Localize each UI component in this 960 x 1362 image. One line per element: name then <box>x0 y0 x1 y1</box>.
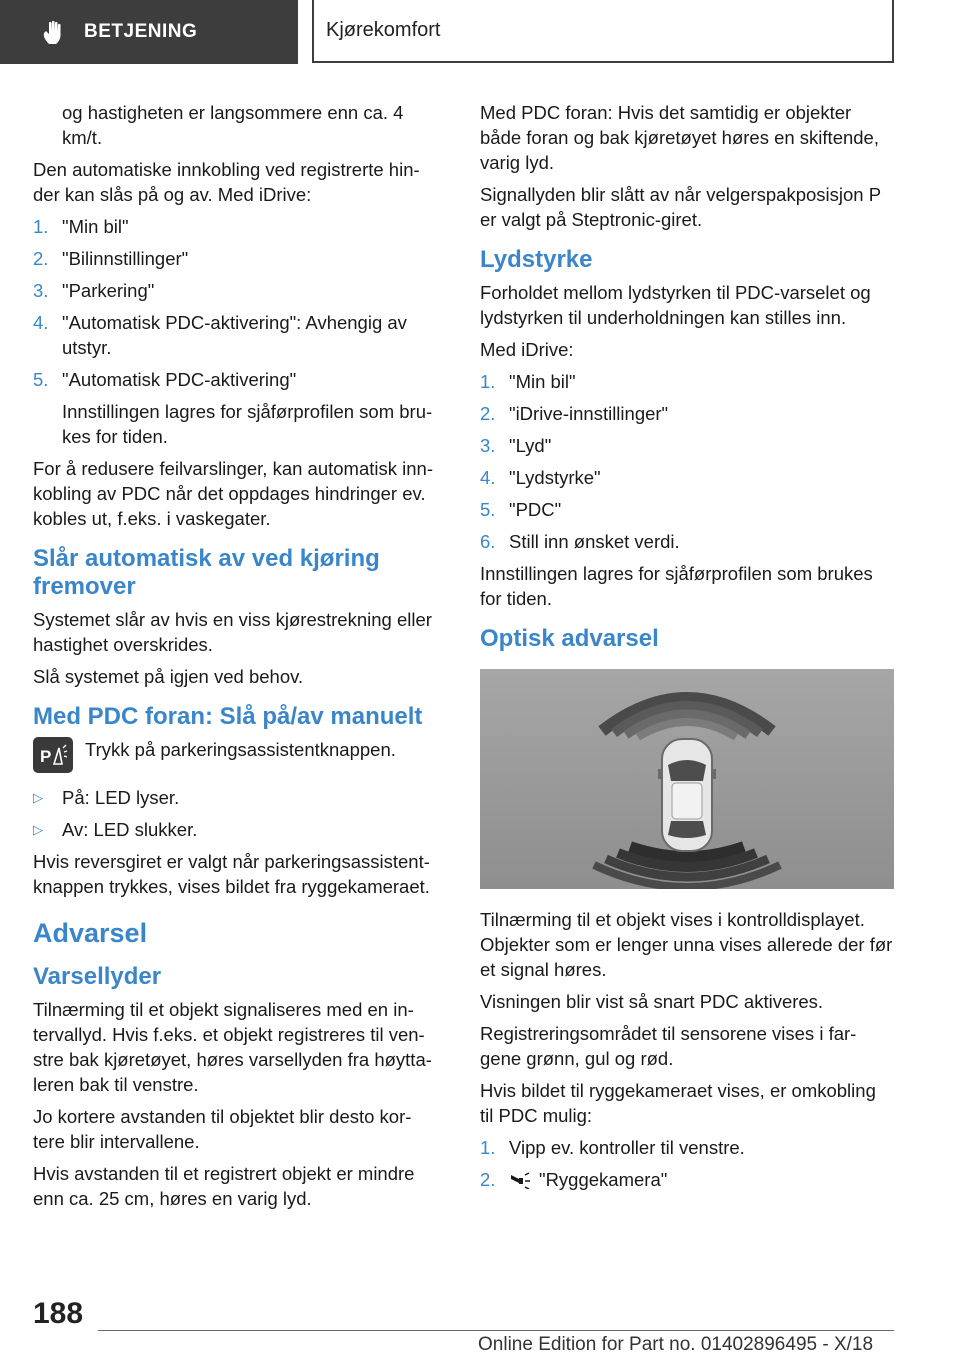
header-section-tab <box>0 0 298 64</box>
footer-divider <box>98 1330 894 1331</box>
step-text: "Bilinnstillinger" <box>62 248 189 269</box>
paragraph: Slå systemet på igjen ved behov. <box>33 666 304 687</box>
list-item <box>33 214 438 239</box>
led-bullets <box>33 785 438 842</box>
paragraph: Tilnærming til et objekt vises i kontrolldisplayet. Objekter som er lenger unna vises allerede der før et signal høres. <box>480 909 893 980</box>
step-text: "Lyd" <box>509 435 552 456</box>
volume-steps-list <box>480 369 894 554</box>
step-text: "Lydstyrke" <box>509 467 601 488</box>
step-number: 6. <box>480 531 496 552</box>
rear-camera-icon <box>509 1171 531 1189</box>
svg-text:P: P <box>40 747 52 766</box>
pdc-button-text: Trykk på parkeringsassistentknappen. <box>85 739 396 760</box>
step-text: "PDC" <box>509 499 562 520</box>
bullet-text: På: LED lyser. <box>62 787 180 808</box>
car-topview-icon <box>658 739 716 851</box>
step-text: Vipp ev. kontroller til venstre. <box>509 1137 745 1158</box>
step-number: 2. <box>480 403 496 424</box>
chapter-title: Kjørekomfort <box>326 19 441 41</box>
list-item <box>480 1135 894 1160</box>
step-text: "Min bil" <box>509 371 576 392</box>
heading-volume: Lydstyrke <box>480 246 593 273</box>
step-number: 5. <box>480 499 496 520</box>
camera-steps-list <box>480 1135 894 1192</box>
pdc-button-row <box>33 737 438 773</box>
page-number: 188 <box>33 1297 84 1330</box>
paragraph: Forholdet mellom lydstyrken til PDC-varselet og lydstyrken til underholdningen kan stilles inn. <box>480 282 871 328</box>
list-item <box>33 310 438 360</box>
paragraph: Jo kortere avstanden til objektet blir desto kor-tere blir intervallene. <box>33 1106 412 1152</box>
right-column <box>480 100 894 1199</box>
list-item <box>480 433 894 458</box>
step-text: "Automatisk PDC-aktivering": Avhengig av utstyr. <box>62 312 407 358</box>
list-item <box>480 369 894 394</box>
paragraph: Hvis reversgiret er valgt når parkeringsassistent-knappen trykkes, vises bildet fra ryggekameraet. <box>33 851 430 897</box>
list-item <box>480 1167 894 1192</box>
list-item <box>480 497 894 522</box>
heading-manual: Med PDC foran: Slå på/av manuelt <box>33 703 423 730</box>
paragraph: For å redusere feilvarslinger, kan automatisk inn-kobling av PDC når det oppdages hindringer ev. kobles ut, f.eks. i vaskegater. <box>33 458 433 529</box>
list-item <box>480 401 894 426</box>
list-item <box>480 529 894 554</box>
heading-sounds: Varsellyder <box>33 963 162 990</box>
step-text: "iDrive-innstillinger" <box>509 403 669 424</box>
header-chapter-box <box>312 0 894 63</box>
list-item <box>33 367 438 392</box>
list-item <box>33 246 438 271</box>
step-text: "Min bil" <box>62 216 129 237</box>
bullet-triangle-icon: ▷ <box>33 822 43 837</box>
pdc-display-figure <box>480 669 894 889</box>
footer-edition: Online Edition for Part no. 01402896495 - X/18 <box>478 1334 874 1355</box>
step-text: "Automatisk PDC-aktivering" <box>62 369 297 390</box>
paragraph: og hastigheten er langsommere enn ca. 4 km/t. <box>62 102 404 148</box>
section-title: BETJENING <box>84 21 198 42</box>
list-item <box>33 278 438 303</box>
paragraph: Hvis bildet til ryggekameraet vises, er omkobling til PDC mulig: <box>480 1080 876 1126</box>
step-text: "Ryggekamera" <box>539 1169 668 1190</box>
step-number: 1. <box>480 1137 496 1158</box>
step-number: 4. <box>480 467 496 488</box>
step-text: Still inn ønsket verdi. <box>509 531 680 552</box>
paragraph: Innstillingen lagres for sjåførprofilen som bru-kes for tiden. <box>62 401 433 447</box>
step-number: 1. <box>480 371 496 392</box>
list-item <box>480 465 894 490</box>
step-number: 5. <box>33 369 49 390</box>
step-number: 4. <box>33 312 49 333</box>
heading-warning: Advarsel <box>33 918 148 948</box>
step-number: 2. <box>480 1169 496 1190</box>
list-item <box>33 817 438 842</box>
paragraph: Hvis avstanden til et registrert objekt er mindre enn ca. 25 cm, høres en varig lyd. <box>33 1163 415 1209</box>
left-column <box>33 100 438 1218</box>
paragraph: Med PDC foran: Hvis det samtidig er objekter både foran og bak kjøretøyet høres en skiftende, varig lyd. <box>480 102 879 173</box>
paragraph: Med iDrive: <box>480 339 574 360</box>
heading-optical: Optisk advarsel <box>480 625 659 652</box>
parking-assist-icon <box>33 737 73 773</box>
step-number: 1. <box>33 216 49 237</box>
paragraph: Visningen blir vist så snart PDC aktiveres. <box>480 991 824 1012</box>
idrive-steps-list <box>33 214 438 392</box>
paragraph: Innstillingen lagres for sjåførprofilen som brukes for tiden. <box>480 563 873 609</box>
step-number: 3. <box>33 280 49 301</box>
bullet-text: Av: LED slukker. <box>62 819 198 840</box>
step-number: 2. <box>33 248 49 269</box>
hand-icon <box>40 18 68 46</box>
paragraph: Tilnærming til et objekt signaliseres med en in-tervallyd. Hvis f.eks. et objekt registreres til ven-stre bak kjøretøyet, høres varsellyden fra høytta-leren bak til venstre. <box>33 999 432 1095</box>
step-text: "Parkering" <box>62 280 155 301</box>
step-number: 3. <box>480 435 496 456</box>
paragraph: Registreringsområdet til sensorene vises i far-gene grønn, gul og rød. <box>480 1023 857 1069</box>
paragraph: Den automatiske innkobling ved registrerte hin-der kan slås på og av. Med iDrive: <box>33 159 420 205</box>
list-item <box>33 785 438 810</box>
bullet-triangle-icon: ▷ <box>33 790 43 805</box>
heading-auto-off: Slår automatisk av ved kjøring fremover <box>33 545 380 600</box>
paragraph: Signallyden blir slått av når velgerspakposisjon P er valgt på Steptronic-giret. <box>480 184 881 230</box>
paragraph: Systemet slår av hvis en viss kjørestrekning eller hastighet overskrides. <box>33 609 432 655</box>
